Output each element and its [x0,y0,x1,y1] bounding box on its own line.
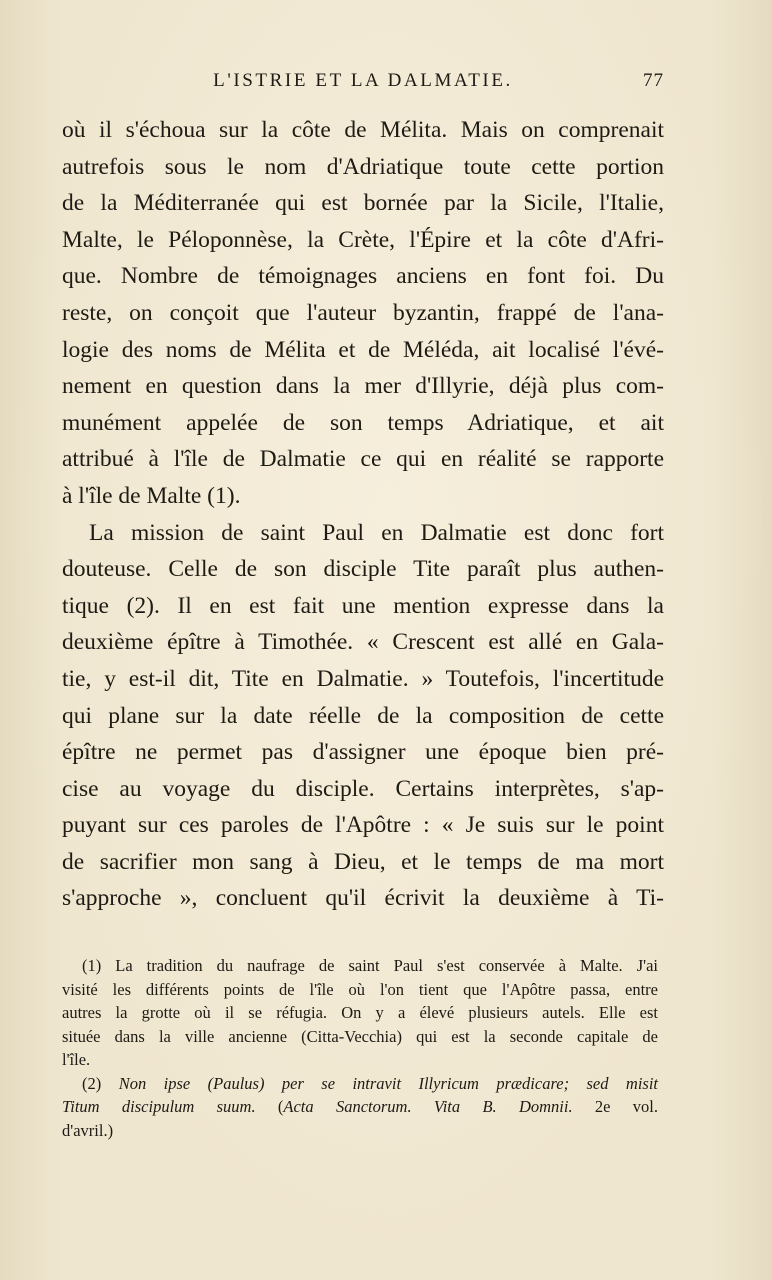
footnote-line: (1) La tradition du naufrage de saint Paul s'est conservée à Malte. J'ai [82,956,658,975]
text-line: reste, on conçoit que l'auteur byzantin, frappé de l'ana- [62,299,664,326]
text-line: épître ne permet pas d'assigner une époque bien pré- [62,739,664,766]
footnote-line: située dans la ville ancienne (Citta-Vecchia) qui est la seconde capitale de [62,1026,658,1046]
text-line: puyant sur ces paroles de l'Apôtre : « Je suis sur le point [62,812,664,839]
footnote-marker: (2) [82,1073,102,1093]
footnote-line: l'île. [62,1050,91,1069]
text-line: tique (2). Il en est fait une mention expresse dans la [62,592,664,619]
text-line: nement en question dans la mer d'Illyrie, déjà plus com- [62,373,664,400]
footnote-line: autres la grotte où il se réfugia. On y a élevé plusieurs autels. Elle est [62,1003,658,1022]
text-line: de la Méditerranée qui est bornée par la Sicile, l'Italie, [62,190,664,217]
text-line: tie, y est-il dit, Tite en Dalmatie. » Toutefois, l'incertitude [62,665,664,692]
text-line: que. Nombre de témoignages anciens en font foi. Du [62,263,664,290]
text-line: munément appelée de son temps Adriatique, et ait [62,409,664,436]
text-line: à l'île de Malte (1). [62,482,241,509]
page-header [62,70,664,98]
footnote-latin-text: Non ipse (Paulus) per se intravit Illyricum prædicare; sed misit [118,1073,659,1093]
text-line: douteuse. Celle de son disciple Tite paraît plus authen- [62,556,664,583]
footnote-line: d'avril.) [62,1120,114,1140]
body-text [62,112,664,917]
text-line: deuxième épître à Timothée. « Crescent est allé en Gala- [62,629,664,656]
text-line: cise au voyage du disciple. Certains interprètes, s'ap- [62,775,664,802]
text-line: qui plane sur la date réelle de la composition de cette [62,702,664,729]
text-line: où il s'échoua sur la côte de Mélita. Mais on comprenait [62,117,664,143]
text-line: de sacrifier mon sang à Dieu, et le temps de ma mort [62,848,664,875]
running-title: L'ISTRIE ET LA DALMATIE. [213,70,513,91]
text-line: Malte, le Péloponnèse, la Crète, l'Épire et la côte d'Afri- [62,226,664,253]
footnote-line: visité les différents points de l'île où l'on tient que l'Apôtre passa, entre [62,979,658,999]
text-line: attribué à l'île de Dalmatie ce qui en réalité se rapporte [62,446,664,473]
footnote-latin-text: Titum discipulum suum. [62,1097,256,1116]
footnotes [62,954,658,1142]
text-line: s'approche », concluent qu'il écrivit la deuxième à Ti- [62,885,664,912]
footnote-source-title: Acta Sanctorum. Vita B. Domnii. [283,1097,573,1116]
page-number: 77 [643,70,664,91]
text-line: autrefois sous le nom d'Adriatique toute cette portion [62,153,664,180]
footnote-paren: ( [277,1097,284,1116]
text-line: logie des noms de Mélita et de Méléda, ait localisé l'évé- [62,336,664,363]
footnote-line [62,1095,658,1119]
footnote-source-volume: 2e vol. [594,1097,658,1116]
text-line: La mission de saint Paul en Dalmatie est donc fort [89,519,664,546]
footnote-line [62,1072,658,1096]
